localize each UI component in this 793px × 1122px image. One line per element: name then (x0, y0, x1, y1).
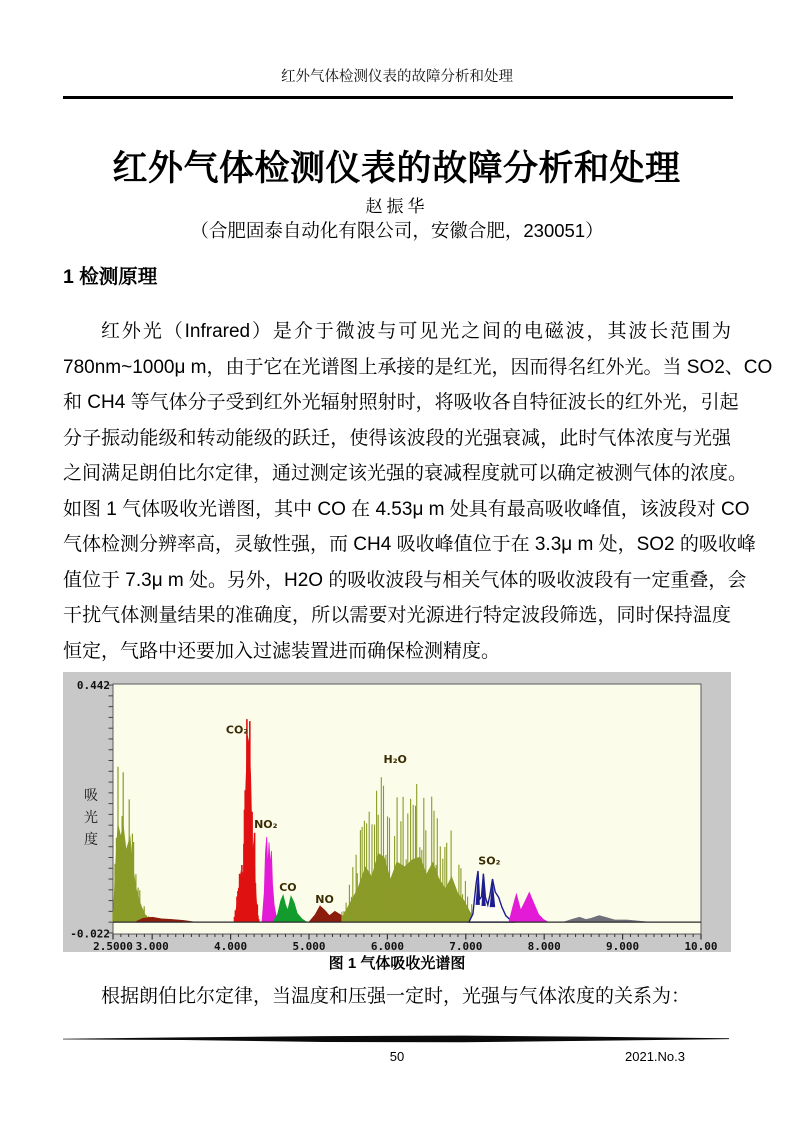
svg-text:3.000: 3.000 (135, 940, 169, 952)
svg-text:CO: CO (279, 880, 297, 894)
svg-text:SO₂: SO₂ (478, 854, 501, 868)
svg-text:0.442: 0.442 (76, 679, 110, 692)
page-title: 红外气体检测仪表的故障分析和处理 (112, 149, 681, 188)
body-line: 如图 1 气体吸收光谱图，其中 CO 在 4.53μ m 处具有最高吸收峰值，该波段对 CO (63, 498, 750, 520)
body-line: 气体检测分辨率高，灵敏性强，而 CH4 吸收峰值位于在 3.3μ m 处，SO2 的吸收峰 (63, 534, 756, 555)
header-rule (63, 96, 733, 99)
page-number: 50 (389, 1049, 405, 1064)
svg-text:2.5000: 2.5000 (93, 940, 133, 952)
figure-caption: 图 1 气体吸收光谱图 (328, 955, 466, 972)
body-line: 恒定，气路中还要加入过滤装置进而确保检测精度。 (63, 640, 501, 662)
svg-text:光: 光 (84, 809, 98, 825)
section-heading: 1 检测原理 (63, 266, 158, 288)
svg-text:5.000: 5.000 (292, 940, 326, 952)
body-line: 之间满足朗伯比尔定律，通过测定该光强的衰减程度就可以确定被测气体的浓度。 (63, 463, 748, 484)
footer-rule (63, 1035, 729, 1044)
affiliation: （合肥固泰自动化有限公司，安徽合肥，230051） (190, 220, 604, 241)
svg-text:NO₂: NO₂ (254, 817, 278, 831)
body-line: 红外光（Infrared）是介于微波与可见光之间的电磁波，其波长范围为 (101, 321, 731, 342)
svg-text:10.00: 10.00 (684, 940, 718, 952)
body-line: 干扰气体测量结果的准确度，所以需要对光源进行特定波段筛选，同时保持温度 (63, 605, 731, 626)
body-line: 和 CH4 等气体分子受到红外光辐射照射时，将吸收各自特征波长的红外光，引起 (63, 392, 739, 413)
svg-text:度: 度 (84, 831, 98, 847)
svg-text:6.000: 6.000 (370, 940, 404, 952)
paragraph-1 (63, 314, 773, 669)
svg-text:-0.022: -0.022 (70, 927, 110, 941)
body-line: 分子振动能级和转动能级的跃迁，使得该波段的光强衰减，此时气体浓度与光强 (63, 427, 731, 449)
absorption-spectrum-chart (63, 672, 731, 957)
running-header: 红外气体检测仪表的故障分析和处理 (281, 69, 513, 85)
body-line: 780nm~1000μ m，由于它在光谱图上承接的是红光，因而得名红外光。当 SO2、CO (63, 356, 773, 378)
paragraph-2: 根据朗伯比尔定律，当温度和压强一定时，光强与气体浓度的关系为： (101, 986, 691, 1007)
issue-label: 2021.No.3 (625, 1049, 685, 1064)
svg-text:CO₂: CO₂ (225, 723, 249, 737)
svg-text:7.000: 7.000 (449, 940, 483, 952)
svg-text:8.000: 8.000 (527, 940, 561, 952)
body-line: 值位于 7.3μ m 处。另外，H2O 的吸收波段与相关气体的吸收波段有一定重叠，会 (63, 569, 747, 591)
author: 赵振华 (365, 197, 429, 216)
svg-text:9.000: 9.000 (606, 940, 640, 952)
svg-text:NO: NO (315, 892, 334, 906)
svg-text:吸: 吸 (84, 787, 98, 803)
svg-text:4.000: 4.000 (214, 940, 248, 952)
absorption-spectrum-figure (63, 672, 731, 952)
svg-text:H₂O: H₂O (383, 753, 407, 767)
